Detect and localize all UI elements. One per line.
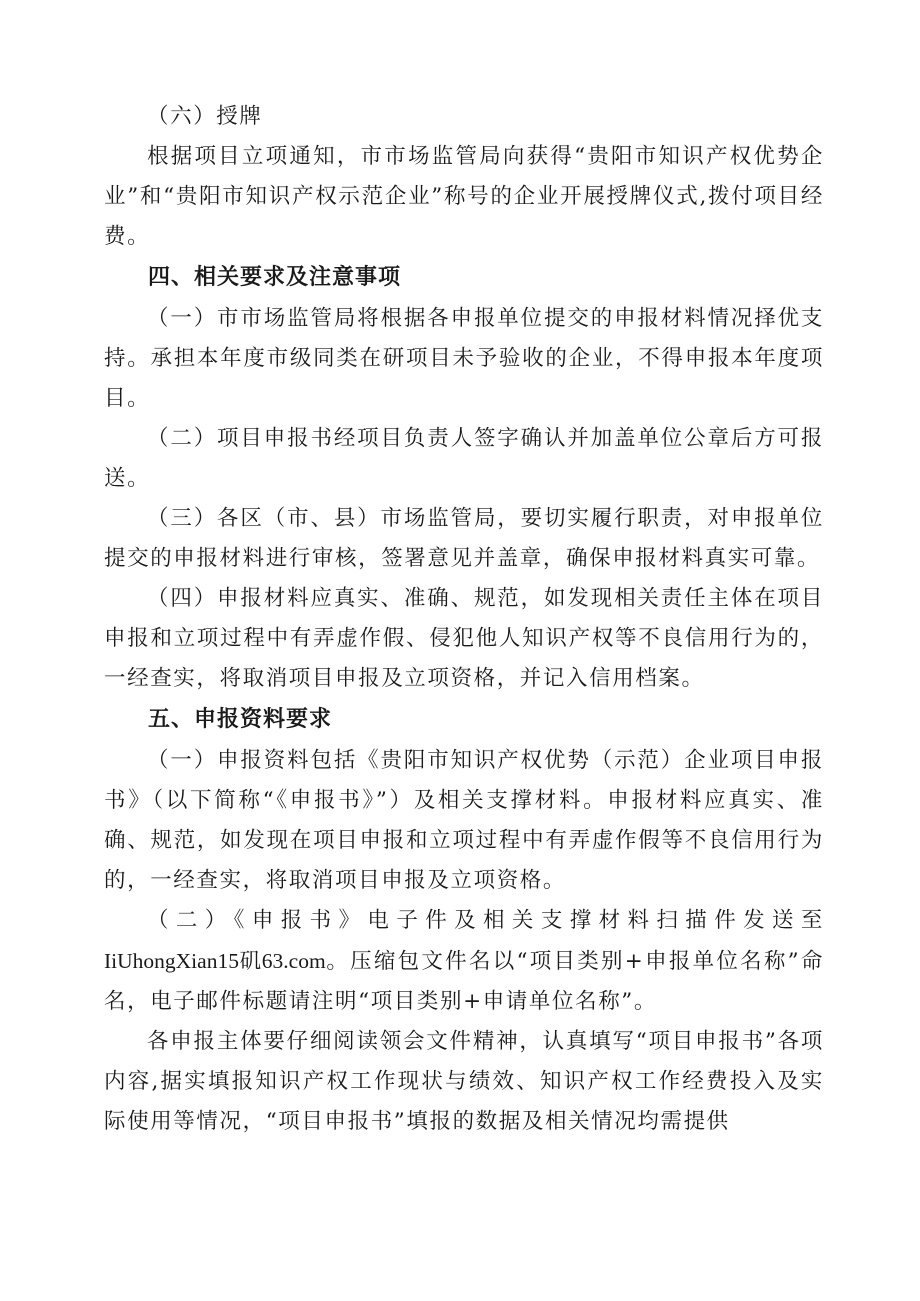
requirement-paragraph-2: （二）项目申报书经项目负责人签字确认并加盖单位公章后方可报送。	[104, 426, 824, 491]
requirement-paragraph-3: （三）各区（市、县）市场监管局，要切实履行职责，对申报单位提交的申报材料进行审核，签署意见并盖章，确保申报材料真实可靠。	[104, 506, 824, 571]
materials-paragraph-2	[104, 901, 824, 1022]
requirement-paragraph-4: （四）申报材料应真实、准确、规范，如发现相关责任主体在项目申报和立项过程中有弄虚作假、侵犯他人知识产权等不良信用行为的，一经查实，将取消项目申报及立项资格，并记入信用档案。	[104, 586, 824, 691]
materials-paragraph-2-rest: 。压缩包文件名以“项目类别+申报单位名称”命名，电子邮件标题请注明“项目类别+申请单位名称”。	[104, 949, 825, 1014]
document-body	[104, 97, 824, 1142]
materials-paragraph-1: （一）申报资料包括《贵阳市知识产权优势（示范）企业项目申报书》（以下简称“《申报书》”）及相关支撑材料。申报材料应真实、准确、规范，如发现在项目申报和立项过程中有弄虚作假等不良信用行为的，一经查实，将取消项目申报及立项资格。	[104, 748, 824, 893]
materials-paragraph-2-lead: （二）《申报书》电子件及相关支撑材料扫描件发送至	[147, 908, 824, 933]
award-subheading: （六）授牌	[147, 104, 263, 129]
submission-email: IiUhongXian15矶63.com	[104, 949, 326, 973]
closing-paragraph: 各申报主体要仔细阅读领会文件精神，认真填写“项目申报书”各项内容,据实填报知识产权工作现状与绩效、知识产权工作经费投入及实际使用等情况，“项目申报书”填报的数据及相关情况均需提供	[104, 1029, 824, 1134]
requirement-paragraph-1: （一）市市场监管局将根据各申报单位提交的申报材料情况择优支持。承担本年度市级同类在研项目未予验收的企业，不得申报本年度项目。	[104, 306, 824, 411]
section-heading-materials: 五、申报资料要求	[148, 707, 333, 732]
section-heading-requirements: 四、相关要求及注意事项	[148, 265, 402, 290]
award-paragraph: 根据项目立项通知，市市场监管局向获得“贵阳市知识产权优势企业”和“贵阳市知识产权示范企业”称号的企业开展授牌仪式,拨付项目经费。	[104, 144, 824, 249]
